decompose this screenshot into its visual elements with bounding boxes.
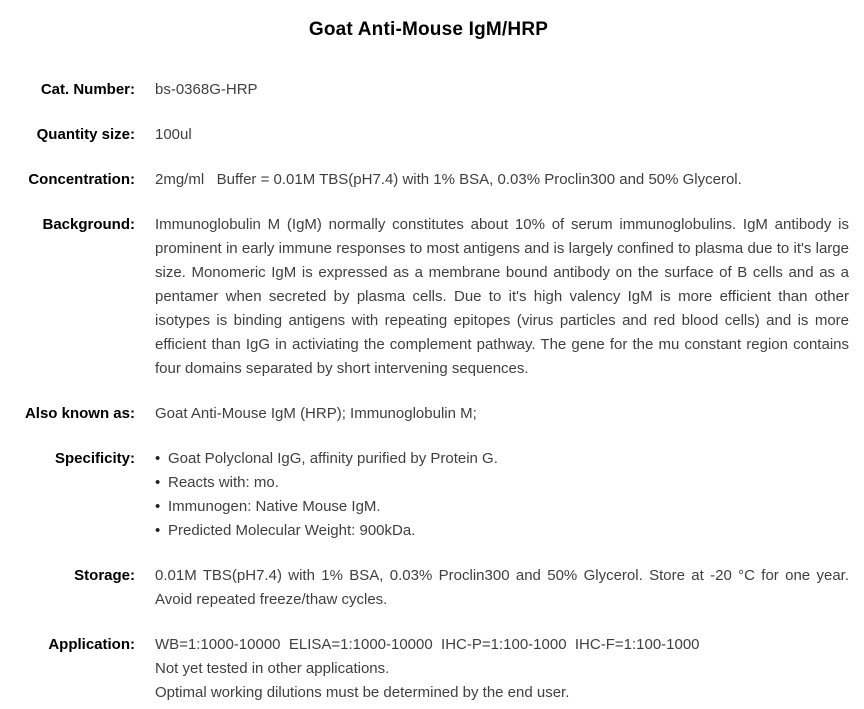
also-known-as-value: Goat Anti-Mouse IgM (HRP); Immunoglobulin M; [155, 405, 477, 422]
concentration-value: 2mg/ml Buffer = 0.01M TBS(pH7.4) with 1% BSA, 0.03% Proclin300 and 50% Glycerol. [155, 171, 742, 188]
also-known-as-label: Also known as: [24, 405, 135, 422]
field-row-background [8, 213, 849, 381]
page-title: Goat Anti-Mouse IgM/HRP [308, 19, 549, 40]
cat-number-label: Cat. Number: [40, 81, 135, 98]
list-item [155, 471, 849, 495]
field-row-storage [8, 564, 849, 612]
application-dilutions-line: WB=1:1000-10000 ELISA=1:1000-10000 IHC-P=1:100-1000 IHC-F=1:100-1000 [155, 636, 700, 653]
application-note-line: Optimal working dilutions must be determined by the end user. [155, 684, 570, 701]
bullet-icon: • [155, 498, 161, 515]
specificity-item-text: Immunogen: Native Mouse IgM. [168, 498, 381, 515]
specificity-label: Specificity: [54, 450, 135, 467]
application-note-line: Not yet tested in other applications. [155, 660, 390, 677]
list-item [155, 495, 849, 519]
specificity-item-text: Reacts with: mo. [168, 474, 279, 491]
bullet-icon: • [155, 522, 161, 539]
list-item [155, 447, 849, 471]
field-row-specificity [8, 447, 849, 543]
cat-number-value: bs-0368G-HRP [155, 81, 258, 98]
list-item [155, 519, 849, 543]
specificity-item-text: Goat Polyclonal IgG, affinity purified by Protein G. [168, 450, 498, 467]
field-row-quantity-size [8, 123, 849, 147]
quantity-size-label: Quantity size: [36, 126, 135, 143]
quantity-size-value: 100ul [155, 126, 192, 143]
storage-label: Storage: [74, 567, 135, 584]
specificity-item-text: Predicted Molecular Weight: 900kDa. [168, 522, 416, 539]
bullet-icon: • [155, 450, 161, 467]
application-label: Application: [48, 636, 135, 653]
application-value [155, 633, 849, 705]
specificity-list [155, 447, 849, 543]
concentration-label: Concentration: [28, 171, 135, 188]
background-label: Background: [42, 216, 135, 233]
field-row-also-known-as [8, 402, 849, 426]
storage-value: 0.01M TBS(pH7.4) with 1% BSA, 0.03% Proclin300 and 50% Glycerol. Store at -20 °C for one year. Avoid repeated freeze/thaw cycles. [155, 567, 849, 608]
background-value: Immunoglobulin M (IgM) normally constitutes about 10% of serum immunoglobulins. IgM antibody is prominent in early immune responses to most antigens and is largely confined to plasma due to it's large size. Monomeric IgM is expressed as a membrane bound antibody on the surface of B cells and as a pentamer when secreted by plasma cells. Due to it's high valency IgM is more efficient than other isotypes is binding antigens with repeating epitopes (virus particles and red blood cells) and is more efficient than IgG in activiating the complement pathway. The gene for the mu constant region contains four domains separated by short intervening sequences. [155, 216, 849, 377]
field-row-concentration [8, 168, 849, 192]
field-row-cat-number [8, 78, 849, 102]
bullet-icon: • [155, 474, 161, 491]
field-row-application [8, 633, 849, 705]
specificity-value [155, 447, 849, 543]
